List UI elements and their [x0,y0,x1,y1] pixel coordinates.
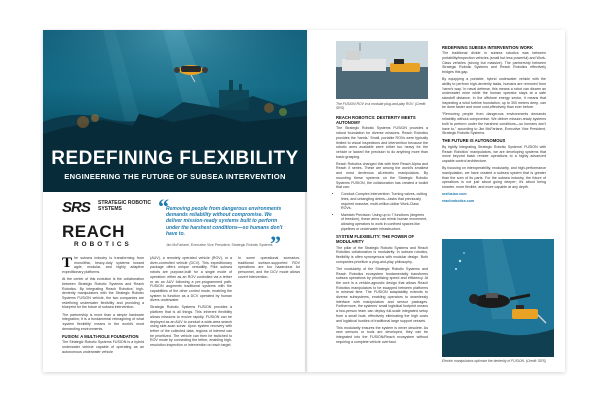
body-paragraph: The pillar of the Strategic Robotic Systems and Reach Robotics collaboration is modularity. In subsea robotics, flexibility is often synonymous with modular design. Both companies prioritize a plug-and-play philosophy. [336,245,428,264]
section-heading: FUSION: A MULTI-ROLE FOUNDATION [62,333,139,339]
hero-subtitle: ENGINEERING THE FUTURE OF SUBSEA INTERVENTION [64,172,286,181]
capability-list [341,192,428,231]
list-item: • Maintain Precision: Using up to 7 functions (degrees of freedom), these arms can mimic human movement, allowing operators to work in confined spaces like pipelines or underwater infrastructure. [341,213,428,232]
body-paragraph: "Removing people from dangerous environments demands reliability without compromise. We deliver mission-ready systems built to perform under the harshest conditions—so humans don't have to," according to Jim McFarlane, Executive Vice President, Strategic Robotic Systems. [442,112,546,136]
hero-title: REDEFINING FLEXIBILITY [51,148,299,169]
section-heading: REACH ROBOTICS: DEXTERITY MEETS AUTONOMY [336,114,416,125]
body-paragraph: The Strategic Robotic Systems FUSION is a hybrid underwater vehicle capable of operating as an autonomous underwater vehicle [62,340,144,354]
srs-logo-wordmark: STRATEGIC ROBOTIC SYSTEMS [98,200,151,212]
body-paragraph: By equipping a portable, hybrid underwater vehicle with the ability to perform high-dexterity tasks, humans are removed from 'harm's way.' In naval defense, this means a robot can disarm an underwater mine while the human operator stays at a safe standoff distance. In the offshore energy sector, it means that inspecting a wind turbine foundation, up to 300 meters deep, can be done faster and more cost-effectively than ever before. [442,77,546,110]
srs-logo-mark: SRS [62,199,90,216]
left-column-2 [150,256,232,350]
body-paragraph: The Strategic Robotic Systems FUSION provides a robust foundation for diverse missions. Reach Robotics provides the 'hands.' Small, portable ROVs were typically limited to visual inspections and intervention because the robotic arms available were either too heavy for the vehicle or lacked the precision to do anything more than basic grasping. [336,126,428,159]
photo-caption: The FUSION ROV in a modular plug-and-play ROV. (Credit: SRS) [336,102,427,111]
srs-logo [62,199,150,221]
right-column-2 [442,43,546,206]
body-paragraph: The modularity of the Strategic Robotic Systems and Reach Robotics ecosystem fundamentally transforms subsea operations by prioritizing speed and efficiency. At the core is a vehicle-agnostic design that allows Reach Robotics manipulators to be swapped between platforms in minimal time. The FUSION adaptability extends to diverse subsystems, enabling operators to seamlessly interface with manipulators and sensor packages. Furthermore, the systems' small logistical footprint means a two-person team can deploy full-scale integrated setup from a small boat, effectively eliminating the high costs and logistical hurdles of traditional large support vessels. [336,266,428,323]
boat-deployment-photo [336,41,428,99]
section-heading: REDEFINING SUBSEA INTERVENTION WORK [442,44,533,50]
pull-quote: Removing people from dangerous environments demands reliability without compromise. We deliver mission-ready systems built to perform under the harshest conditions—so humans don't have to. [166,206,283,237]
hero-image [43,30,307,192]
body-paragraph: At the center of this evolution is the collaboration between Strategic Robotic Systems and Reach Robotics. By integrating Reach Robotics' high-dexterity manipulators with the Strategic Robotic Systems FUSION vehicle, the two companies are redefining underwater flexibility and providing a blueprint for the future of subsea intervention. [62,277,144,310]
list-item: • Conduct Complex Intervention: Turning valves, cutting lines, and untangling debris—tasks that previously required massive, multi-million-dollar Work-Class ROVs. [341,192,428,211]
website-link[interactable]: srsfusion.com [442,192,467,197]
intro-paragraph: he subsea industry is transforming from monolithic, heavy-duty systems toward agile, modular, and highly adaptive expeditionary platforms. [62,256,144,275]
body-paragraph: This modularity ensures the system is never obsolete. As new sensors or tools are developed, they can be integrated into the FUSION/Reach ecosystem without requiring a complete vehicle overhaul. [336,325,428,344]
reach-logo-main: REACH [62,222,125,241]
body-paragraph: The traditional divide in subsea robotics was between portability/inspection vehicles (small but less powerful) and Work-Class vehicles (strong but massive). The partnership between Strategic Robotic Systems and Reach Robotics effectively bridges this gap. [442,51,546,75]
right-column-1 [336,113,428,347]
body-paragraph: Reach Robotics changed this with their Reach Alpha and Reach X series. These are among the world's smallest and most dexterous all-electric manipulators. By mounting these systems on the Strategic Robotic Systems FUSION, the collaboration has created a toolkit that can: [336,161,428,190]
left-column-3 [238,256,300,282]
drop-cap: T [62,255,73,271]
section-heading: THE FUTURE IS AUTONOMOUS [442,138,506,144]
body-paragraph: In some operational scenarios, traditional surface-supported ROV operations are too hazardous for personnel, and the DCV mode allows covert intervention. [238,256,300,279]
body-paragraph: The partnership is more than a simple hardware integration; it is a fundamental reimagining of what 'system flexibility' means in the world's most demanding environments. [62,312,144,331]
boat-scene-illustration [336,41,428,99]
left-column-1 [62,256,144,357]
quote-open-icon: “ [158,194,169,219]
body-paragraph: By focusing on interoperability, modularity, and high-performance manipulation, we have created a subsea system that is greater than the sum of its parts. For the subsea industry, the future of operations is not just about going deeper; it's about being smarter, more flexible, and more capable at any depth. [442,166,546,190]
quote-close-icon: ” [270,231,281,256]
diver-scene-illustration [442,239,554,357]
photo-caption: Electric manipulators optimise the dexterity of FUSION. (Credit: SRS) [442,359,547,363]
body-paragraph: By tightly integrating Strategic Robotic Systems' FUSION with Reach Robotics' manipulators, we are developing systems that move beyond basic remote operations to a highly advanced capable control architecture. [442,145,546,164]
body-paragraph: Strategic Robotic Systems FUSION provides a platform that is all things. This inherent flexibility allows missions to evolve rapidly. FUSION can be deployed as an AUV to conduct a wide-area search using side-scan sonar. Upon system recovery with tether of the collected data, regions of interest can be prioritized. The vehicle can then be switched to ROV mode by connecting the tether, enabling high-resolution inspection or intervention on each target. [150,305,232,348]
section-heading: SYSTEM FLEXIBILITY: THE POWER OF MODULARITY [336,233,415,244]
body-paragraph: (AUV), a remotely operated vehicle (ROV), or a diver-controlled vehicle (DCV). This expeditionary package offers unique versatility. Pilot subsea robots are purpose-built for a single mode of operation: either as an ROV controlled via a tether or as an AUV following a pre-programmed path. FUSION augments traditional systems with the capabilities of the other control mode, enabling the system to function as a DCV operated by human divers underwater. [150,256,232,303]
reach-robotics-logo [62,222,148,252]
reach-logo-sub: ROBOTICS [74,241,132,248]
pull-quote-attribution: Jim McFarlane, Executive Vice President, Strategic Robotic Systems [166,243,273,247]
website-link[interactable]: reachrobotics.com [442,199,475,204]
diver-manipulator-photo [442,239,554,357]
